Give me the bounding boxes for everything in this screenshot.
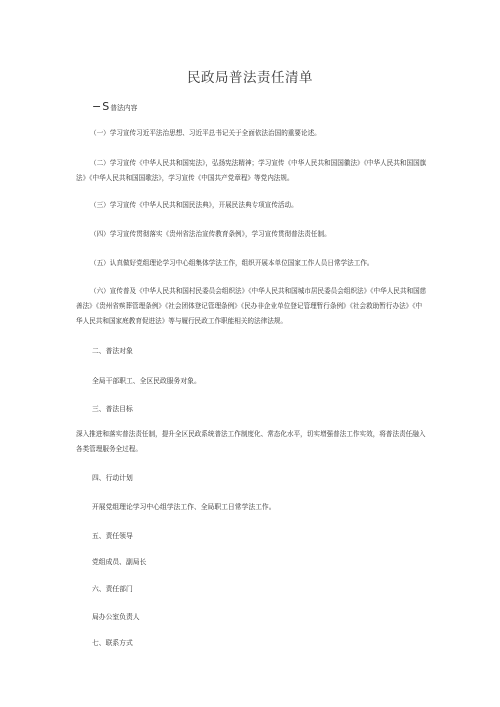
section-4-heading: 四、行动计划: [92, 474, 133, 482]
section-2-body: 全局干部职工、全区民政服务对象。: [92, 377, 201, 385]
section-6-heading: 六、责任部门: [92, 585, 133, 593]
item-4: （四）学习宣传贯彻落实《贵州省法治宣传教育条例》，学习宣传贯彻普法责任制。: [90, 230, 331, 238]
item-6: （六）宣传普及《中华人民共和国村民委员会组织法》《中华人民共和国城市居民委员会组织法》《中华人民共和国慈善法》《贵州省殡葬管理条例》《社会团体登记管理条例》《民办非企业单位登记管理暂行条例》《社会救助暂行办法》《中华人民共和国家庭教育促进法》等与履行民政工作职能相关的法律法规。: [76, 287, 427, 325]
section-3-heading: 三、普法目标: [92, 405, 133, 413]
item-5: （五）认真做好党组理论学习中心组集体学法工作，组织开展本单位国家工作人员日常学法工作。: [90, 259, 374, 267]
section-3-body: 深入推进和落实普法责任制，提升全区民政系统普法工作制度化、常态化水平，切实增强普法工作实效，将普法责任融入各类管理服务全过程。: [76, 430, 426, 453]
item-2: （二）学习宣传《中华人民共和国宪法》，弘扬宪法精神；学习宣传《中华人民共和国国徽法》《中华人民共和国国旗法》《中华人民共和国国歌法》，学习宣传《中国共产党章程》等党内法规。: [76, 159, 427, 182]
section-4-body: 开展党组理论学习中心组学法工作、全局职工日常学法工作。: [92, 503, 276, 511]
section-2-heading: 二、普法对象: [92, 347, 133, 355]
section-1-title: 普法内容: [110, 104, 138, 112]
section-1-prefix: −S: [92, 100, 111, 113]
section-7-heading: 七、联系方式: [92, 639, 133, 647]
item-3: （三）学习宣传《中华人民共和国民法典》，开展民法典专项宣传活动。: [90, 201, 298, 209]
document-title: 民政局普法责任清单: [187, 70, 313, 86]
item-1: （一）学习宣传习近平法治思想、习近平总书记关于全面依法治国的重要论述。: [90, 129, 321, 137]
section-1-heading: [92, 100, 137, 113]
section-5-heading: 五、责任领导: [92, 532, 133, 540]
section-5-body: 党组成员、副局长: [92, 558, 147, 566]
section-6-body: 局办公室负责人: [92, 613, 140, 621]
